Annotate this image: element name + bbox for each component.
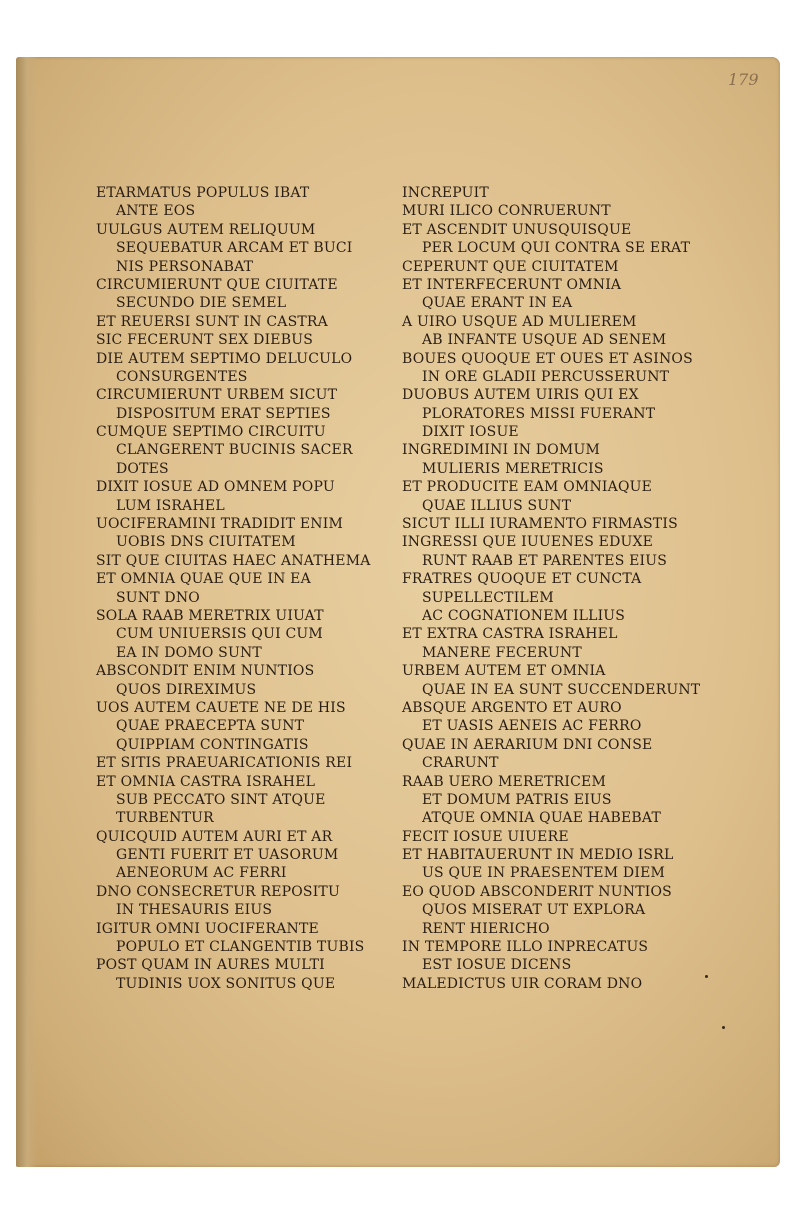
left-column-line: QUICQUID AUTEM AURI ET AR	[96, 828, 333, 845]
right-column-line: PLORATORES MISSI FUERANT	[422, 405, 656, 422]
right-column-line: QUAE IN AERARIUM DNI CONSE	[402, 736, 653, 753]
left-column-line: DNO CONSECRETUR REPOSITU	[96, 883, 340, 900]
right-column-line: URBEM AUTEM ET OMNIA	[402, 663, 606, 680]
left-column-line: SUB PECCATO SINT ATQUE	[116, 791, 326, 808]
left-column-line: SOLA RAAB MERETRIX UIUAT	[96, 607, 324, 624]
left-column-line: POST QUAM IN AURES MULTI	[96, 957, 325, 974]
right-column-line: SUPELLECTILEM	[422, 589, 554, 606]
left-column-line: CONSURGENTES	[116, 368, 248, 385]
right-column-line: ET INTERFECERUNT OMNIA	[402, 276, 622, 293]
right-column-line: DIXIT IOSUE	[422, 424, 519, 441]
folio-number: 179	[728, 70, 759, 89]
right-column-line: RUNT RAAB ET PARENTES EIUS	[422, 552, 668, 569]
left-column-line: SEQUEBATUR ARCAM ET BUCI	[116, 240, 353, 257]
right-column-line: RAAB UERO MERETRICEM	[402, 773, 606, 790]
left-column-line: CUM UNIUERSIS QUI CUM	[116, 626, 323, 643]
left-column-line: UOBIS DNS CIUITATEM	[116, 534, 296, 551]
left-column-line: NIS PERSONABAT	[116, 258, 254, 275]
right-column-line: MANERE FECERUNT	[422, 644, 582, 661]
page-gutter	[16, 57, 38, 1167]
left-text-column	[96, 184, 396, 993]
right-column-line: ET EXTRA CASTRA ISRAHEL	[402, 626, 618, 643]
right-column-line: ET HABITAUERUNT IN MEDIO ISRL	[402, 847, 674, 864]
left-column-line: ET OMNIA CASTRA ISRAHEL	[96, 773, 316, 790]
right-column-line: MULIERIS MERETRICIS	[422, 460, 604, 477]
left-column-line: ET OMNIA QUAE QUE IN EA	[96, 571, 311, 588]
left-column-line: ETARMATUS POPULUS IBAT	[96, 185, 310, 201]
right-column-line: FECIT IOSUE UIUERE	[402, 828, 569, 845]
right-column-line: QUOS MISERAT UT EXPLORA	[422, 902, 646, 919]
right-text-column	[402, 184, 702, 993]
right-column-line: MALEDICTUS UIR CORAM DNO	[402, 975, 643, 992]
right-column-line: MURI ILICO CONRUERUNT	[402, 203, 611, 220]
left-column-line: IGITUR OMNI UOCIFERANTE	[96, 920, 319, 937]
left-column-line: ANTE EOS	[116, 203, 196, 220]
left-column-line: CUMQUE SEPTIMO CIRCUITU	[96, 424, 326, 441]
left-column-line: CIRCUMIERUNT URBEM SICUT	[96, 387, 338, 404]
right-column-line: CEPERUNT QUE CIUITATEM	[402, 258, 619, 275]
left-column-line: POPULO ET CLANGENTIB TUBIS	[116, 939, 365, 956]
left-column-line: UULGUS AUTEM RELIQUUM	[96, 221, 316, 238]
right-column-line: ET PRODUCITE EAM OMNIAQUE	[402, 479, 653, 496]
right-column-line: QUAE IN EA SUNT SUCCENDERUNT	[422, 681, 701, 698]
right-column-line: IN ORE GLADII PERCUSSERUNT	[422, 368, 670, 385]
right-column-line: ABSQUE ARGENTO ET AURO	[402, 699, 622, 716]
right-column-line: IN TEMPORE ILLO INPRECATUS	[402, 939, 649, 956]
right-column-line: ET UASIS AENEIS AC FERRO	[422, 718, 642, 735]
right-column-line: EST IOSUE DICENS	[422, 957, 572, 974]
right-column-line: EO QUOD ABSCONDERIT NUNTIOS	[402, 883, 672, 900]
right-column-line: DUOBUS AUTEM UIRIS QUI EX	[402, 387, 639, 404]
left-column-line: DISPOSITUM ERAT SEPTIES	[116, 405, 331, 422]
right-column-line: QUAE ILLIUS SUNT	[422, 497, 572, 514]
right-column-line: ET DOMUM PATRIS EIUS	[422, 791, 612, 808]
left-column-line: SIT QUE CIUITAS HAEC ANATHEMA	[96, 552, 371, 569]
right-column-line: US QUE IN PRAESENTEM DIEM	[422, 865, 666, 882]
right-column-line: ATQUE OMNIA QUAE HABEBAT	[422, 810, 662, 827]
parchment-speck	[722, 1026, 725, 1029]
left-column-line: QUAE PRAECEPTA SUNT	[116, 718, 305, 735]
right-column-line: AC COGNATIONEM ILLIUS	[422, 607, 626, 624]
right-column-line: CRARUNT	[422, 755, 499, 772]
left-column-line: CIRCUMIERUNT QUE CIUITATE	[96, 276, 338, 293]
right-column-line: INGRESSI QUE IUUENES EDUXE	[402, 534, 654, 551]
left-column-line: GENTI FUERIT ET UASORUM	[116, 847, 339, 864]
right-column-line: INCREPUIT	[402, 185, 489, 201]
left-column-line: LUM ISRAHEL	[116, 497, 225, 514]
right-column-line: BOUES QUOQUE ET OUES ET ASINOS	[402, 350, 693, 367]
left-column-line: SIC FECERUNT SEX DIEBUS	[96, 332, 314, 349]
left-column-line: EA IN DOMO SUNT	[116, 644, 262, 661]
left-column-line: ET REUERSI SUNT IN CASTRA	[96, 313, 328, 330]
left-column-line: TURBENTUR	[116, 810, 214, 827]
right-column-line: A UIRO USQUE AD MULIEREM	[402, 313, 637, 330]
left-column-line: CLANGERENT BUCINIS SACER	[116, 442, 353, 459]
right-column-line: PER LOCUM QUI CONTRA SE ERAT	[422, 240, 691, 257]
right-column-line: ET ASCENDIT UNUSQUISQUE	[402, 221, 632, 238]
left-column-line: ABSCONDIT ENIM NUNTIOS	[96, 663, 315, 680]
left-column-line: DIXIT IOSUE AD OMNEM POPU	[96, 479, 335, 496]
left-column-line: IN THESAURIS EIUS	[116, 902, 273, 919]
left-column-line: UOCIFERAMINI TRADIDIT ENIM	[96, 516, 344, 533]
left-column-line: AENEORUM AC FERRI	[116, 865, 287, 882]
left-column-line: DOTES	[116, 460, 169, 477]
parchment-speck	[705, 975, 708, 978]
left-column-line: TUDINIS UOX SONITUS QUE	[116, 975, 336, 992]
left-column-line: QUIPPIAM CONTINGATIS	[116, 736, 309, 753]
right-column-line: INGREDIMINI IN DOMUM	[402, 442, 600, 459]
left-column-line: ET SITIS PRAEUARICATIONIS REI	[96, 755, 353, 772]
left-column-line: QUOS DIREXIMUS	[116, 681, 257, 698]
right-column-line: RENT HIERICHO	[422, 920, 550, 937]
left-column-line: SUNT DNO	[116, 589, 200, 606]
right-column-line: AB INFANTE USQUE AD SENEM	[422, 332, 667, 349]
right-column-line: FRATRES QUOQUE ET CUNCTA	[402, 571, 642, 588]
right-column-line: SICUT ILLI IURAMENTO FIRMASTIS	[402, 516, 678, 533]
left-column-line: UOS AUTEM CAUETE NE DE HIS	[96, 699, 346, 716]
right-column-line: QUAE ERANT IN EA	[422, 295, 573, 312]
left-column-line: DIE AUTEM SEPTIMO DELUCULO	[96, 350, 353, 367]
left-column-line: SECUNDO DIE SEMEL	[116, 295, 287, 312]
